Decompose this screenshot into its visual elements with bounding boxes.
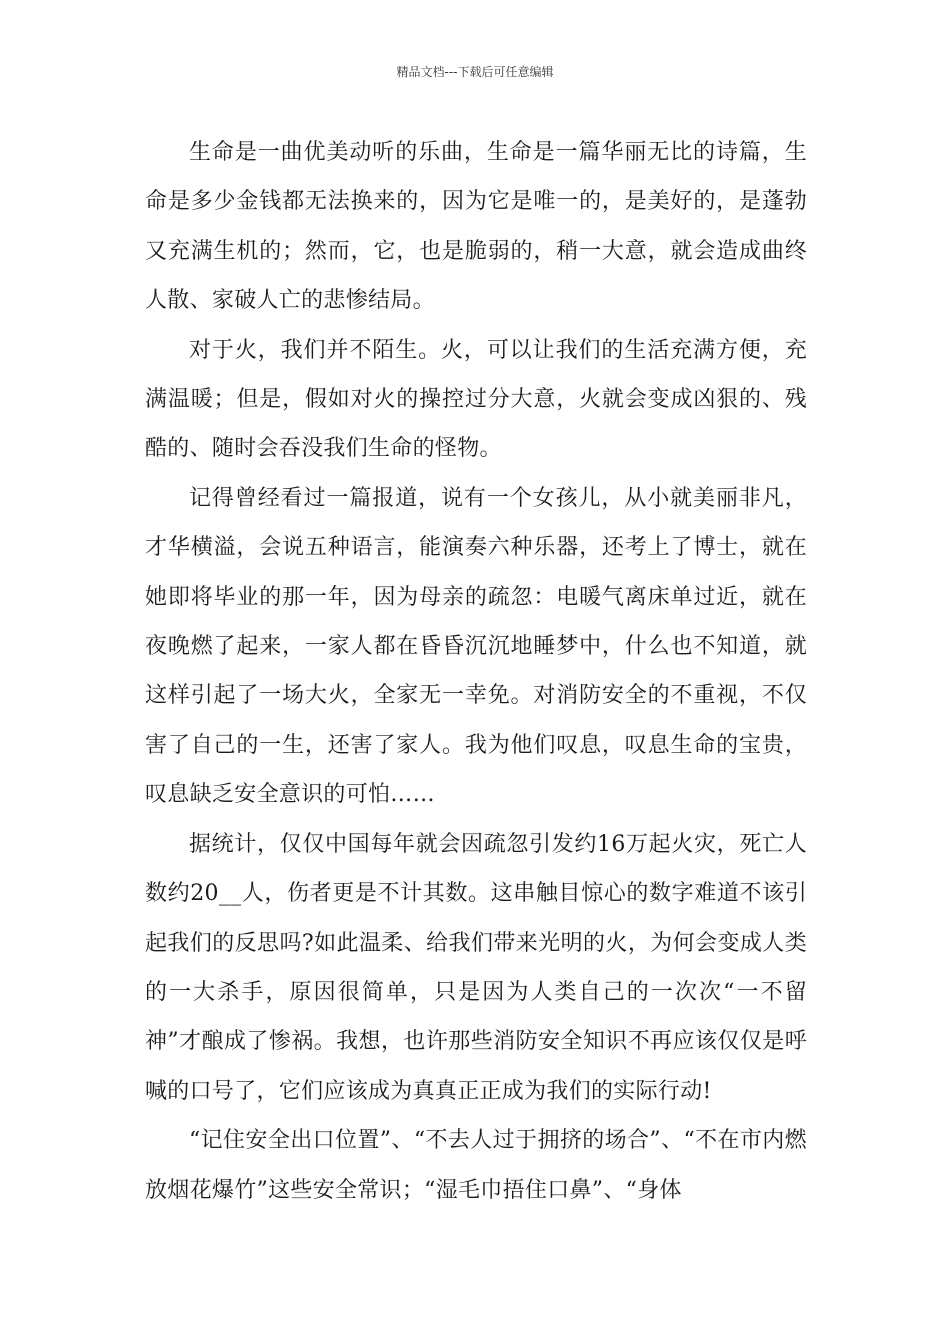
paragraph: 据统计，仅仅中国每年就会因疏忽引发约16万起火灾，死亡人数约20__人，伤者更是不计其数。这串触目惊心的数字难道不该引起我们的反思吗?如此温柔、给我们带来光明的火，为何会变成人类的一大杀手，原因很简单，只是因为人类自己的一次次“一不留神”才酿成了惨祸。我想，也许那些消防安全知识不再应该仅仅是呼喊的口号了，它们应该成为真真正正成为我们的实际行动! [145,831,807,1104]
paragraph: 对于火，我们并不陌生。火，可以让我们的生活充满方便，充满温暖；但是，假如对火的操控过分大意，火就会变成凶狠的、残酷的、随时会吞没我们生命的怪物。 [145,337,807,462]
paragraph: 生命是一曲优美动听的乐曲，生命是一篇华丽无比的诗篇，生命是多少金钱都无法换来的，因为它是唯一的，是美好的，是蓬勃又充满生机的；然而，它，也是脆弱的，稍一大意，就会造成曲终人散、家破人亡的悲惨结局。 [145,140,807,314]
document-body [145,128,807,1215]
page-header: 精品文档---下载后可任意编辑 [396,65,554,79]
paragraph: 记得曾经看过一篇报道，说有一个女孩儿，从小就美丽非凡，才华横溢，会说五种语言，能演奏六种乐器，还考上了博士，就在她即将毕业的那一年，因为母亲的疏忽：电暖气离床单过近，就在夜晚燃了起来，一家人都在昏昏沉沉地睡梦中，什么也不知道，就这样引起了一场大火，全家无一幸免。对消防安全的不重视，不仅害了自己的一生，还害了家人。我为他们叹息，叹息生命的宝贵，叹息缺乏安全意识的可怕…… [145,485,807,808]
paragraph: “记住安全出口位置”、“不去人过于拥挤的场合”、“不在市内燃放烟花爆竹”这些安全常识；“湿毛巾捂住口鼻”、“身体 [145,1128,807,1203]
